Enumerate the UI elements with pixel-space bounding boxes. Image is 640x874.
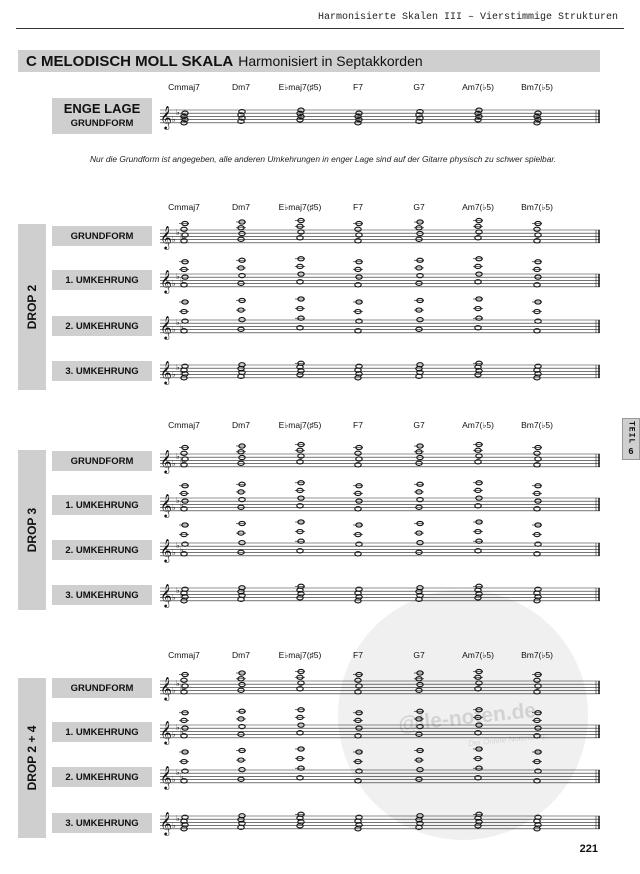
flat-icon: ♭ [176, 814, 180, 823]
row-label: 3. UMKEHRUNG [52, 361, 152, 381]
flat-icon: ♭ [180, 276, 184, 286]
treble-clef-icon: 𝄞 [160, 360, 172, 384]
treble-clef-icon: 𝄞 [160, 676, 172, 700]
treble-clef-icon: 𝄞 [160, 105, 172, 129]
flat-icon: ♭ [176, 496, 180, 505]
row-label: 2. UMKEHRUNG [52, 316, 152, 336]
chord-label: Am7(♭5) [462, 82, 494, 92]
drop3-section-label: DROP 3 [25, 507, 39, 553]
flat-icon: ♭ [176, 228, 180, 237]
note-head [238, 327, 244, 331]
chord-notes [532, 523, 542, 556]
chord-label: Dm7 [232, 650, 250, 660]
note-head [239, 682, 245, 686]
note-head [238, 505, 244, 509]
chord-notes [473, 481, 483, 508]
flat-icon: ♭ [180, 727, 184, 737]
chord-label: Bm7(♭5) [521, 202, 553, 212]
chord-notes [414, 444, 424, 465]
flat-icon: ♭ [176, 723, 180, 732]
title-normal: Harmonisiert in Septakkorden [238, 53, 423, 69]
chord-notes [532, 300, 542, 333]
flat-icon: ♭ [172, 459, 176, 468]
chord-label: Dm7 [232, 202, 250, 212]
treble-clef-icon: 𝄞 [160, 225, 172, 249]
chord-notes [473, 708, 483, 735]
note-head [417, 231, 423, 235]
running-header: Harmonisierte Skalen III – Vierstimmige Strukturen [317, 12, 618, 23]
staff [160, 360, 600, 385]
note-head [416, 505, 422, 509]
chord-notes [532, 750, 542, 783]
note-head [298, 454, 304, 458]
chord-notes [236, 709, 246, 736]
chord-label: Cmmaj7 [168, 82, 200, 92]
flat-icon: ♭ [180, 545, 184, 555]
chord-label: Cmmaj7 [168, 650, 200, 660]
chord-notes [414, 258, 424, 285]
treble-clef-icon: 𝄞 [160, 583, 172, 607]
enge-lage-line2: GRUNDFORM [70, 118, 134, 129]
flat-icon: ♭ [176, 679, 180, 688]
chord-notes [473, 297, 483, 330]
note-head [416, 461, 422, 465]
side-tab-number: 6 [628, 447, 634, 458]
flat-icon: ♭ [172, 821, 176, 830]
chord-label: Bm7(♭5) [521, 650, 553, 660]
note-head [534, 678, 540, 682]
flat-icon: ♭ [176, 768, 180, 777]
note-head [416, 281, 422, 285]
page-number: 221 [579, 843, 598, 855]
chord-label: Bm7(♭5) [521, 82, 553, 92]
note-head [476, 230, 482, 234]
chord-notes [295, 481, 305, 508]
side-tab [622, 418, 640, 460]
chord-notes [236, 671, 246, 692]
row-label: 1. UMKEHRUNG [52, 495, 152, 515]
flat-icon: ♭ [176, 108, 180, 117]
flat-icon: ♭ [176, 318, 180, 327]
note-head [416, 237, 422, 241]
chord-notes [295, 520, 305, 553]
staff [160, 538, 600, 563]
chord-notes [353, 711, 363, 738]
flat-icon: ♭ [180, 590, 184, 600]
chord-notes [295, 747, 305, 780]
chord-notes [353, 523, 363, 556]
note-head [417, 455, 423, 459]
row-label: 3. UMKEHRUNG [52, 585, 152, 605]
treble-clef-icon: 𝄞 [160, 538, 172, 562]
note-head [181, 678, 187, 682]
flat-icon: ♭ [180, 456, 184, 466]
flat-icon: ♭ [176, 363, 180, 372]
flat-icon: ♭ [180, 683, 184, 693]
chord-label: E♭maj7(♯5) [278, 82, 322, 92]
chord-notes [532, 260, 542, 287]
chord-label: F7 [353, 420, 363, 430]
note-head [239, 455, 245, 459]
note-head [534, 451, 540, 455]
chord-label: Dm7 [232, 420, 250, 430]
note-head [181, 451, 187, 455]
drop2-section-label: DROP 2 [25, 284, 39, 330]
note-head [355, 678, 361, 682]
note-head [417, 682, 423, 686]
chord-notes [532, 484, 542, 511]
chord-notes [236, 482, 246, 509]
note-head [238, 237, 244, 241]
treble-clef-icon: 𝄞 [160, 315, 172, 339]
chord-notes [295, 708, 305, 735]
flat-icon: ♭ [172, 115, 176, 124]
chord-label: G7 [413, 202, 425, 212]
row-label: 3. UMKEHRUNG [52, 813, 152, 833]
row-label: GRUNDFORM [52, 678, 152, 698]
chord-notes [295, 257, 305, 284]
treble-clef-icon: 𝄞 [160, 449, 172, 473]
chord-label: Bm7(♭5) [521, 420, 553, 430]
chord-notes [414, 220, 424, 241]
flat-icon: ♭ [176, 586, 180, 595]
note-head [355, 227, 361, 231]
flat-icon: ♭ [172, 730, 176, 739]
chord-notes [236, 220, 246, 241]
row-label: 2. UMKEHRUNG [52, 540, 152, 560]
chord-label: G7 [413, 650, 425, 660]
flat-icon: ♭ [176, 541, 180, 550]
chord-label: Am7(♭5) [462, 650, 494, 660]
row-label: 2. UMKEHRUNG [52, 767, 152, 787]
flat-icon: ♭ [180, 772, 184, 782]
treble-clef-icon: 𝄞 [160, 811, 172, 835]
chord-label: F7 [353, 202, 363, 212]
note-head [181, 227, 187, 231]
staff [160, 583, 600, 608]
chord-label: F7 [353, 82, 363, 92]
flat-icon: ♭ [180, 500, 184, 510]
treble-clef-icon: 𝄞 [160, 765, 172, 789]
flat-icon: ♭ [172, 548, 176, 557]
row-label: GRUNDFORM [52, 451, 152, 471]
chord-notes [414, 709, 424, 736]
chord-label: E♭maj7(♯5) [278, 650, 322, 660]
staff [160, 765, 600, 790]
row-label: GRUNDFORM [52, 226, 152, 246]
flat-icon: ♭ [172, 593, 176, 602]
flat-icon: ♭ [180, 112, 184, 122]
title-bold: C MELODISCH MOLL SKALA [26, 52, 234, 70]
note-head [355, 451, 361, 455]
chord-label: Am7(♭5) [462, 420, 494, 430]
watermark-text: @lle-noten.de [397, 698, 538, 737]
chord-notes [353, 484, 363, 511]
flat-icon: ♭ [180, 232, 184, 242]
chord-label: Cmmaj7 [168, 202, 200, 212]
staff [160, 811, 600, 836]
treble-clef-icon: 𝄞 [160, 493, 172, 517]
row-label: 1. UMKEHRUNG [52, 270, 152, 290]
staff [160, 720, 600, 745]
chord-notes [532, 711, 542, 738]
enge-lage-line1: ENGE LAGE [63, 101, 141, 116]
flat-icon: ♭ [176, 272, 180, 281]
chord-notes [353, 260, 363, 287]
side-tab-label: TEIL [626, 420, 636, 445]
chord-notes [295, 297, 305, 330]
flat-icon: ♭ [172, 775, 176, 784]
chord-label: Dm7 [232, 82, 250, 92]
flat-icon: ♭ [172, 370, 176, 379]
flat-icon: ♭ [172, 503, 176, 512]
note-head [298, 230, 304, 234]
chord-notes [353, 300, 363, 333]
treble-clef-icon: 𝄞 [160, 269, 172, 293]
chord-notes [473, 747, 483, 780]
staff [160, 493, 600, 518]
note-head [476, 454, 482, 458]
chord-label: Cmmaj7 [168, 420, 200, 430]
note-head [476, 681, 482, 685]
chord-label: E♭maj7(♯5) [278, 420, 322, 430]
chord-notes [473, 520, 483, 553]
chord-notes [236, 258, 246, 285]
flat-icon: ♭ [172, 279, 176, 288]
note-head [238, 461, 244, 465]
chord-notes [414, 482, 424, 509]
chord-label: E♭maj7(♯5) [278, 202, 322, 212]
treble-clef-icon: 𝄞 [160, 720, 172, 744]
staff [160, 269, 600, 294]
note-head [298, 681, 304, 685]
chord-notes [353, 750, 363, 783]
flat-icon: ♭ [180, 818, 184, 828]
note-head [534, 227, 540, 231]
chord-label: Am7(♭5) [462, 202, 494, 212]
note: Nur die Grundform ist angegeben, alle anderen Umkehrungen in enger Lage sind auf der Gitarre physisch zu schwer spielbar. [90, 154, 557, 164]
chord-notes [236, 444, 246, 465]
chord-label: F7 [353, 650, 363, 660]
row-label: 1. UMKEHRUNG [52, 722, 152, 742]
flat-icon: ♭ [172, 235, 176, 244]
note-head [416, 327, 422, 331]
chord-label: G7 [413, 420, 425, 430]
flat-icon: ♭ [180, 367, 184, 377]
chord-label: G7 [413, 82, 425, 92]
drop24-section-label: DROP 2 + 4 [25, 725, 39, 791]
flat-icon: ♭ [176, 452, 180, 461]
flat-icon: ♭ [172, 325, 176, 334]
staff [160, 315, 600, 340]
flat-icon: ♭ [172, 686, 176, 695]
chord-notes [473, 257, 483, 284]
chord-notes [414, 671, 424, 692]
watermark-subtext: Der Online Notenshop [467, 730, 548, 749]
flat-icon: ♭ [180, 322, 184, 332]
note-head [238, 281, 244, 285]
note-head [239, 231, 245, 235]
